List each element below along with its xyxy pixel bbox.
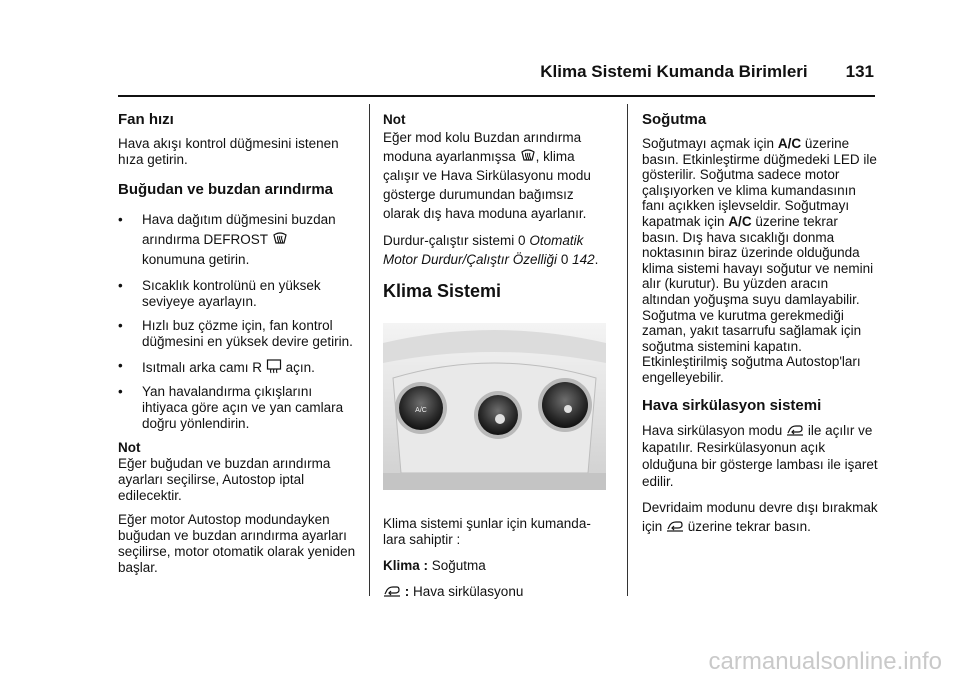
note-label: Not [118,440,141,455]
bullet-item [118,210,358,270]
column-1 [118,112,358,584]
klima-label: Klima : [383,558,429,573]
page-header [0,62,874,82]
bullet-item [118,318,358,350]
cool-text [642,136,878,386]
bullet-text: Hava dağıtım düğmesini buzdan arındırma DEFROST [142,212,336,247]
bullet-text: konumuna getirin. [142,252,250,267]
bullet-mark: • [118,318,123,333]
ac-label: A/C [728,213,752,229]
klima-value: Soğutma [431,558,486,573]
bullet-text: Sıcaklık kontrolünü en yüksek seviyeye ayarlayın. [142,278,321,309]
recirculation-icon [666,519,684,533]
recirc-heading: Hava sirkülasyon sistemi [642,396,822,414]
note-label: Not [383,112,406,127]
exit-text [642,498,878,536]
header-rule [118,95,875,97]
bullet-item [118,358,358,376]
page-number: 131 [845,62,874,81]
ref-end: . [594,252,599,267]
bullet-mark: • [118,212,123,227]
note-text: Eğer buğudan ve buzdan arındırma ayarları seçilirse, Autostop iptal edilecektir. [118,456,331,503]
recirc-text [642,422,878,490]
recirc-value: Hava sirkülasyonu [413,584,524,599]
ref-arrow-icon: 0 [518,233,526,248]
intro-text: Klima sistemi şunlar için kumanda-lara sahiptir : [383,516,591,547]
ref-arrow-icon: 0 [560,252,569,267]
ref-link[interactable]: Otomatik Motor Durdur/Çalıştır Özelliği [383,233,584,267]
cool-text-mid: üzerine basın. Etkinleştirme düğmedeki LED ile gösterilir. Soğutma sadece motor çalışıyorken ve klima kumandasının fanı açıkken işlevseldir. Soğutmayı kapatmak için [642,136,877,229]
bullet-item [118,278,358,310]
cool-heading: Soğutma [642,111,707,128]
note-text [383,128,611,223]
bullet-mark: • [118,278,123,293]
bullet-mark: • [118,384,123,399]
recirc-item [383,584,611,600]
fan-heading: Fan hızı [118,111,174,128]
note-text-post: , klima çalışır ve Hava Sirkülasyonu modu gösterge durumundan bağımsız olarak dış hava moduna ayarlanır. [383,149,591,221]
bullet-text: Yan havalandırma çıkışlarını ihtiyaca göre açın ve yan camlara doğru yönlendirin. [142,384,344,431]
note-text-pre: Eğer mod kolu Buzdan arındırma moduna ayarlanmışsa [383,130,582,164]
ac-label: A/C [777,136,802,151]
cool-text-end: üzerine tekrar basın. Dış hava sıcaklığı donma noktasının biraz üzerinde olduğunda klima sistemi havayı soğutur ve nemini alır (kurutur). Bu yüzden aracın altından yoğuşma suyu damlayabilir. Soğutma ve kurutma gerekmediği zaman, yakıt tasarrufu sağlamak için soğutma sistemini kapatın. Etkinleştirilmiş soğutma Autostop'ları engelleyebilir. [642,213,874,385]
column-2 [383,112,611,608]
recirc-text-post: ile açılır ve kapatılır. Resirkülasyonun açık olduğuna bir gösterge lambası ile işaret edilir. [642,422,878,489]
bullet-item [118,384,358,432]
column-3 [642,112,878,544]
column-divider-1 [369,104,370,596]
bullet-text: Isıtmalı arka camı R [142,360,263,375]
recirculation-icon [383,584,401,598]
defrost-icon [520,147,536,163]
ref-page[interactable]: 142 [572,252,595,267]
bullet-text: Hızlı buz çözme için, fan kontrol düğmesini en yüksek devire getirin. [142,318,353,349]
bullet-mark: • [118,358,123,373]
recirc-text-pre: Hava sirkülasyon modu [642,422,783,438]
bullet-text: açın. [285,360,315,375]
column-divider-2 [627,104,628,596]
ac-knob-label: A/C [415,407,427,414]
cool-text-pre: Soğutmayı açmak için [642,136,775,151]
rear-defrost-icon [266,358,282,374]
exit-text-post: üzerine tekrar basın. [687,518,811,534]
climate-control-panel-image [383,323,606,490]
header-title: Klima Sistemi Kumanda Birimleri [540,62,808,81]
watermark: carmanualsonline.info [708,648,942,675]
section-title: Klima Sistemi [383,281,502,301]
klima-item [383,558,611,574]
defog-heading: Buğudan ve buzdan arındırma [118,181,334,198]
paragraph: Eğer motor Autostop modundayken buğudan ve buzdan arındırma ayarları seçilirse, motor otomatik olarak yeniden başlar. [118,512,356,575]
fan-text: Hava akışı kontrol düğmesini istenen hıza getirin. [118,136,339,167]
cross-reference [383,231,611,269]
defrost-icon [272,230,288,246]
ref-text: Durdur-çalıştır sistemi [383,233,515,248]
exit-text-pre: Devridaim modunu devre dışı bırakmak için [642,499,878,534]
recirculation-icon [786,423,804,437]
recirc-label: : [404,584,410,599]
